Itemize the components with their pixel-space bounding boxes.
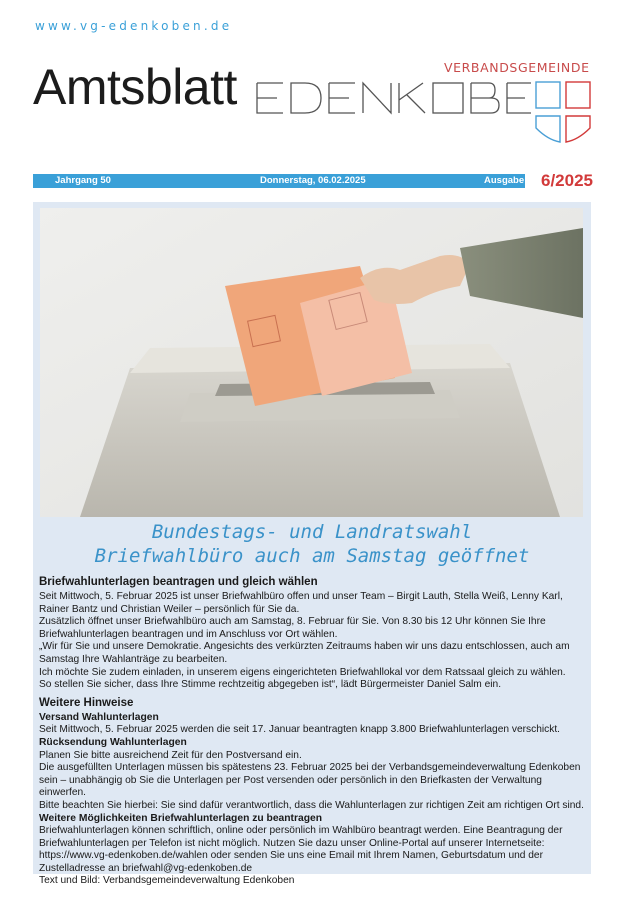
section-line: Seit Mittwoch, 5. Februar 2025 werden die seit 17. Januar beantragten knapp 3.800 Briefwahlunterlagen verschickt.: [39, 724, 561, 736]
ausgabe-label: Ausgabe: [484, 175, 525, 186]
crest-icon: [534, 80, 594, 150]
issue-number: 6/2025: [541, 171, 593, 190]
section-title: Weitere Möglichkeiten Briefwahlunterlagen zu beantragen: [39, 812, 323, 824]
section-title: Versand Wahlunterlagen: [39, 711, 159, 723]
issue-info-bar: [33, 174, 525, 188]
issue-date: Donnerstag, 06.02.2025: [260, 175, 366, 186]
edenkoben-wordmark: [255, 78, 535, 118]
photo-credit: Text und Bild: Verbandsgemeindeverwaltung Edenkoben: [39, 875, 295, 887]
section-title: Rücksendung Wahlunterlagen: [39, 736, 187, 748]
paragraph: So stellen Sie sicher, dass Ihre Stimme rechtzeitig abgegeben ist“, lädt Bürgermeister Daniel Salm ein.: [39, 679, 502, 691]
paragraph: Seit Mittwoch, 5. Februar 2025 ist unser Briefwahlbüro offen und unser Team – Birgit Lauth, Stella Weiß, Lenny Karl, Rainer Bantz und Christian Weiler – persönlich für Sie da.: [39, 591, 563, 615]
article-subheading: Briefwahlunterlagen beantragen und gleich wählen: [39, 576, 318, 588]
headline-line-1: Bundestags- und Landratswahl: [151, 521, 473, 543]
publication-title: Amtsblatt: [33, 59, 237, 115]
section-line: Briefwahlunterlagen können schriftlich, online oder persönlich im Wahlbüro beantragt werden. Eine Beantragung der Briefwahlunterlagen per Telefon ist nicht möglich. Nutzen Sie dazu unser Online-Portal auf unserer Internetseite: https://www.vg-edenkoben.de/wahlen oder senden Sie uns eine Email mit Ihrem Namen, Geburtsdatum und der Zustelladresse an briefwahl@vg-edenkoben.de: [39, 825, 563, 874]
section-line: Die ausgefüllten Unterlagen müssen bis spätestens 23. Februar 2025 bei der Verbandsgemeindeverwaltung Edenkoben sein – unabhängig ob Sie die Unterlagen per Post versenden oder persönlich in den Briefkasten der Verwaltung einwerfen.: [39, 762, 581, 799]
paragraph: Zusätzlich öffnet unser Briefwahlbüro auch am Samstag, 8. Februar für Sie. Von 8.30 bis 12 Uhr können Sie Ihre Briefwahlunterlagen beantragen und im Anschluss vor Ort wählen.: [39, 616, 546, 640]
article-headline: [33, 520, 591, 568]
ballot-box-photo: [40, 208, 583, 517]
headline-line-2: Briefwahlbüro auch am Samstag geöffnet: [94, 545, 530, 567]
hints-heading: Weitere Hinweise: [39, 696, 134, 709]
section-line: Planen Sie bitte ausreichend Zeit für den Postversand ein.: [39, 749, 302, 761]
article-body: [39, 576, 587, 888]
section-line: Bitte beachten Sie hierbei: Sie sind dafür verantwortlich, dass die Wahlunterlagen zur richtigen Zeit am richtigen Ort sind.: [39, 799, 584, 811]
jahrgang: Jahrgang 50: [55, 175, 111, 186]
paragraph: „Wir für Sie und unsere Demokratie. Angesichts des verkürzten Zeitraums haben wir uns dazu entschlossen, auch am Samstag Ihre Wahlanträge zu bearbeiten.: [39, 641, 570, 665]
verbandsgemeinde-label: VERBANDSGEMEINDE: [444, 60, 590, 75]
paragraph: Ich möchte Sie zudem einladen, in unserem eigens eingerichteten Briefwahllokal vor dem Ratssaal gleich zu wählen.: [39, 666, 566, 678]
website-url[interactable]: www.vg-edenkoben.de: [35, 19, 233, 33]
